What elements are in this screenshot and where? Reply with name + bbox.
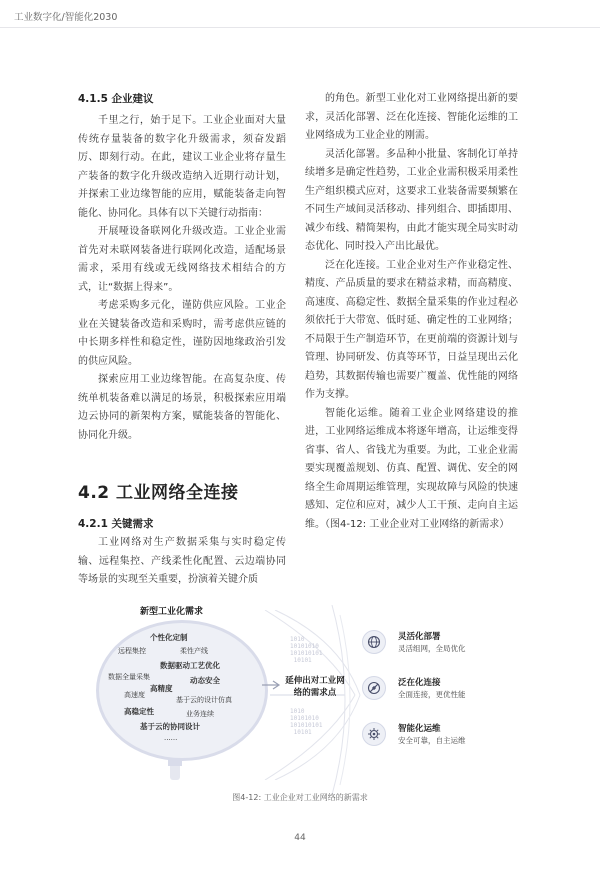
arrow-right-icon [262, 680, 282, 690]
requirement-item: 个性化定制 [150, 633, 188, 642]
need-subtitle: 安全可靠，自主运维 [398, 736, 466, 745]
need-title: 智能化运维 [398, 724, 441, 734]
requirement-item: 高稳定性 [124, 707, 154, 716]
paragraph: 灵活化部署。多品种小批量、客制化订单持续增多是确定性趋势，工业企业需积极采用柔性生产组织模式应对，这要求工业装备需要频繁在不同生产域间灵活移动、排列组合、即插即用、减少布线、精简架构，由此才能实现全局实时动态优化、同时投入产出比最优。 [305, 148, 518, 252]
heading-4-1-5: 4.1.5 企业建议 [78, 93, 154, 105]
right-column [305, 90, 518, 534]
header-divider [0, 27, 600, 28]
requirement-item: 业务连续 [186, 710, 214, 718]
magnifier-handle [170, 766, 180, 780]
satellite-icon [362, 676, 386, 700]
binary-decoration: 1010 10101010 101010101 10101 [290, 708, 323, 736]
paragraph: 探索应用工业边缘智能。在高复杂度、传统单机装备难以满足的场景，积极探索应用端边云协同的新架构方案，赋能装备的智能化、协同化升级。 [78, 374, 286, 441]
requirement-item: 高速度 [124, 691, 145, 699]
paragraph: 泛在化连接。工业企业对生产作业稳定性、精度、产品质量的要求在精益求精，而高精度、高速度、高稳定性、数据全量采集的作业过程必须依托于大带宽、低时延、确定性的工业网络；不局限于生产制造环节，在更前端的资源计划与管理、协同研发、仿真等环节，日益呈现出云化趋势，其数据传输也需要广覆盖、优性能的网络作为支撑。 [305, 259, 518, 400]
figure-network-needs [0, 590, 600, 820]
center-label: 延伸出对工业网络的需求点 [285, 676, 345, 698]
figure-caption: 图4-12: 工业企业对工业网络的新需求 [232, 793, 368, 802]
requirement-item: 动态安全 [190, 676, 220, 685]
requirement-item: 远程集控 [118, 647, 146, 655]
gear-globe-icon [362, 722, 386, 746]
binary-decoration: 1010 10101010 101010101 10101 [290, 636, 323, 664]
need-subtitle: 全面连接，更优性能 [398, 690, 466, 699]
requirement-item: 数据驱动工艺优化 [160, 661, 220, 670]
need-subtitle: 灵活组网，全局优化 [398, 644, 466, 653]
page-number: 44 [294, 833, 306, 843]
requirements-title: 新型工业化需求 [140, 607, 204, 617]
requirement-item: ...... [164, 734, 178, 742]
magnifier-neck [168, 758, 182, 766]
requirement-item: 高精度 [150, 684, 173, 693]
left-column [78, 90, 286, 445]
requirement-item: 基于云的协同设计 [140, 722, 200, 731]
paragraph: 千里之行，始于足下。工业企业面对大量传统存量装备的数字化升级需求，须奋发蹈厉、即刻行动。在此，建议工业企业将存量生产装备的数字化升级改造纳入近期行动计划，并探索工业边缘智能的应用，赋能装备走向智能化、协同化。具体有以下关键行动指南： [78, 115, 286, 219]
requirement-item: 柔性产线 [180, 647, 208, 655]
requirement-item: 基于云的设计仿真 [176, 696, 232, 704]
requirement-item: 数据全量采集 [108, 673, 150, 681]
need-title: 灵活化部署 [398, 632, 441, 642]
paragraph: 的角色。新型工业化对工业网络提出新的要求，灵活化部署、泛在化连接、智能化运维的工业网络成为工业企业的刚需。 [305, 93, 518, 141]
paragraph: 智能化运维。随着工业企业网络建设的推进，工业网络运维成本将逐年增高，让运维变得省事、省人、省钱尤为重要。为此，工业企业需要实现覆盖规划、仿真、配置、调优、安全的网络全生命周期运维管理，实现故障与风险的快速感知、定位和应对，减少人工干预、走向自主运维。（图4-12: 工业企业对工业网络的新需求） [305, 407, 518, 530]
need-title: 泛在化连接 [398, 678, 441, 688]
paragraph: 工业网络对生产数据采集与实时稳定传输、远程集控、产线柔性化配置、云边端协同等场景的实现至关重要，扮演着关键介质 [78, 537, 286, 585]
running-header: 工业数字化/智能化2030 [14, 12, 118, 23]
paragraph: 开展哑设备联网化升级改造。工业企业需首先对未联网装备进行联网化改造，适配场景需求，采用有线或无线网络技术相结合的方式，让“数据上得来”。 [78, 226, 286, 293]
section-title: 4.2 工业网络全连接 [78, 483, 239, 503]
arc-lines [330, 605, 360, 795]
network-globe-icon [362, 630, 386, 654]
paragraph: 考虑采购多元化，谨防供应风险。工业企业在关键装备改造和采购时，需考虑供应链的中长期多样性和稳定性，谨防因地缘政治引发的供应风险。 [78, 300, 286, 367]
heading-4-2-1: 4.2.1 关键需求 [78, 518, 154, 530]
